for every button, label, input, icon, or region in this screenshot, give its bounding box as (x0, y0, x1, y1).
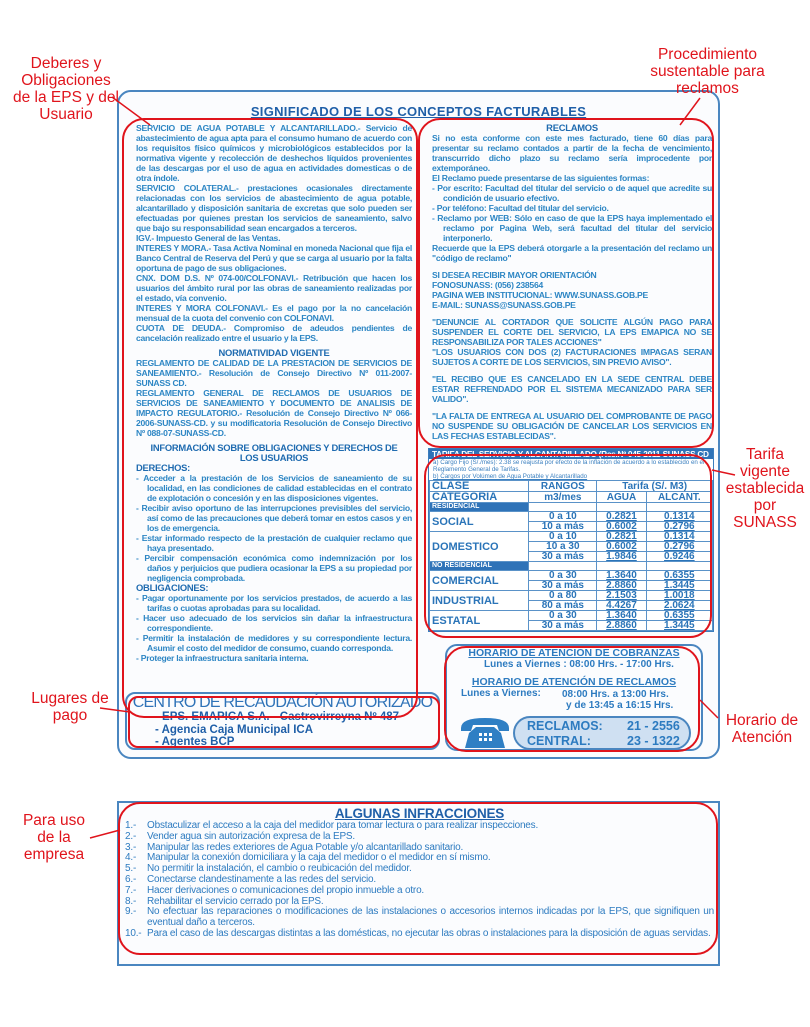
agua-cell: 0.6002 (597, 542, 646, 552)
category-name: ESTATAL (430, 611, 529, 631)
infraccion-number: 7.- (125, 884, 137, 896)
orientacion-line: FONOSUNASS: (056) 238564 (432, 280, 544, 290)
obligacion-item: - Permitir la instalación de medidores y su correspondiente lectura. Asumir el costo del medidor de consumo, cuando corresponda. (136, 633, 412, 653)
obligacion-item: - Pagar oportunamente por los servicios prestados, de acuerdo a las tarifas o cuotas aprobadas para su localidad. (136, 593, 412, 613)
infraccion-text: Para el caso de las descargas distintas a las domésticas, no ejecutar las obras o instalaciones para la disposición de aguas servidas. (147, 927, 711, 939)
infraccion-text: Vender agua sin autorización expresa de la EPS. (147, 830, 355, 842)
definition-paragraph: CUOTA DE DEUDA.- Compromiso de adeudos pendientes de cancelación realizado entre el usuario y la EPS. (136, 323, 412, 343)
obligacion-item: - Hacer uso adecuado de los servicios sin dañar la infraestructura correspondiente. (136, 613, 412, 633)
infraccion-text: Manipular la conexión domiciliara y la caja del medidor o el medidor en sí mismo. (147, 852, 491, 864)
centro-item: - Agentes BCP (155, 736, 235, 748)
infraccion-number: 4.- (125, 852, 137, 864)
category-name: DOMESTICO (430, 532, 529, 562)
infracciones-title: ALGUNAS INFRACCIONES (334, 806, 505, 821)
aviso-paragraph: "LA FALTA DE ENTREGA AL USUARIO DEL COMPROBANTE DE PAGO NO SUSPENDE SU OBLIGACIÓN DE CANCELAR LOS SERVICIOS EN LAS FECHAS ESTABLECIDAS". (432, 411, 712, 441)
category-name: COMERCIAL (430, 571, 529, 591)
infraccion-text: Obstaculizar el acceso a la caja del medidor para tomar lectura o para realizar inspecciones. (147, 820, 539, 831)
reclamos-hours-1: 08:00 Hrs. a 13:00 Hrs. (562, 689, 669, 700)
infraccion-number: 10.- (125, 927, 142, 939)
phone-number: 23 - 1322 (627, 734, 680, 748)
alcant-cell: 0.9246 (646, 552, 712, 562)
agua-cell: 2.8860 (597, 581, 646, 591)
forma-item: - Reclamo por WEB: Sólo en caso de que la EPS haya implementado el reclamo por Pagina Web, será facultad del titular del servicio interponerlo. (432, 213, 712, 243)
definition-paragraph: IGV.- Impuesto General de las Ventas. (136, 233, 281, 243)
infraccion-text: Conectarse clandestinamente a las redes del servicio. (147, 873, 376, 885)
alcant-cell: 0.6355 (646, 571, 712, 581)
cobranzas-hours: Lunes a Viernes : 08:00 Hrs. - 17:00 Hrs. (484, 659, 674, 670)
infraccion-number: 3.- (125, 841, 137, 853)
infraccion-text: No efectuar las reparaciones o modificaciones de las instalaciones o accesorios internos indicadas por la EPS, que signifiquen un eventual daño a terceros. (147, 906, 714, 929)
tarifa-note-b: b) Cargos por Volúmen de Agua Potable y Alcantarillado (433, 473, 588, 480)
rango-cell: 10 a más (529, 522, 597, 532)
rango-cell: 0 a 30 (529, 571, 597, 581)
agua-cell: 2.8860 (597, 621, 646, 631)
aviso-paragraph: "DENUNCIE AL CORTADOR QUE SOLICITE ALGÚN PAGO PARA SUSPENDER EL CORTE DEL SERVICIO, LA EPS EMAPICA NO SE RESPONSABILIZA POR TALES ACCIONES" (432, 317, 712, 347)
rango-cell: 0 a 30 (529, 611, 597, 621)
annotation-horario: Horario de Atención (725, 712, 799, 746)
rango-cell: 0 a 10 (529, 512, 597, 522)
agua-cell: 0.2821 (597, 512, 646, 522)
normatividad-title: NORMATIVIDAD VIGENTE (218, 347, 330, 358)
rango-cell: 80 a más (529, 601, 597, 611)
reclamos-days: Lunes a Viernes: (461, 688, 541, 699)
alcant-cell: 0.6355 (646, 611, 712, 621)
centro-title: CENTRO DE RECAUDACIÓN AUTORIZADO (132, 694, 433, 711)
agua-cell: 1.3640 (597, 611, 646, 621)
infraccion-text: Rehabilitar el servicio cerrado por la EPS. (147, 895, 324, 907)
derecho-item: - Recibir aviso oportuno de las interrupciones previsibles del servicio, así como de las precauciones que deberá tomar en estos casos y en los de emergencia. (136, 503, 412, 533)
agua-cell: 1.3640 (597, 571, 646, 581)
infraccion-number: 2.- (125, 830, 137, 842)
category-name: INDUSTRIAL (430, 591, 529, 611)
tarifa-title: TARIFA DEL SERVICIO Y ALCANTARILLADO (Res.Nº 045-2011-SUNASS.CD (429, 449, 713, 459)
rango-cell: 0 a 80 (529, 591, 597, 601)
centro-item: - Agencia Caja Municipal ICA (155, 723, 314, 736)
derechos-title: DERECHOS: (136, 462, 191, 473)
derecho-item: - Estar informado respecto de la prestación de cualquier reclamo que haya presentado. (136, 533, 412, 553)
rango-cell: 10 a 30 (529, 542, 597, 552)
header-unidad: m3/mes (529, 492, 597, 503)
header-alcant: ALCANT. (646, 492, 712, 503)
definition-paragraph: SERVICIO COLATERAL.- prestaciones ocasionales directamente relacionadas con los servicios de abastecimiento de agua potable, alcantarillado y disposición sanitaria de excretas que solo pueden ser efectuadas por quienes prestan los servicios de saneamiento, salvo que bajo su responsabilidad sean encargados a terceros. (136, 183, 412, 233)
forma-item: - Por escrito: Facultad del titular del servicio o de aquel que acredite su condición de usuario efectivo. (432, 183, 712, 203)
definition-paragraph: SERVICIO DE AGUA POTABLE Y ALCANTARILLADO.- Servicio de abastecimiento de agua apta para el consumo humano de acuerdo con los requisitos físico químicos y microbiológicos establecidos por la normativa vigente y recolección de deshechos líquidos provenientes de las descargas por el uso de agua en actividades domesticas o de otra índole. (136, 123, 412, 183)
agua-cell: 0.2821 (597, 532, 646, 542)
header-tarifa: Tarifa (S/. M3) (597, 481, 713, 492)
header-rangos: RANGOS (529, 481, 597, 492)
tarifa-note-a: a) Cargo Fijo (S/./mes): 2.38 se reajusta por efecto de la inflación de acuerdo a lo establecido en el Reglamento General de Tarifas. (433, 459, 705, 473)
annotation-deberes: Deberes y Obligaciones de la EPS y del Usuario (13, 55, 119, 123)
rango-cell: 30 a más (529, 552, 597, 562)
rango-cell: 30 a más (529, 581, 597, 591)
alcant-cell: 0.2796 (646, 522, 712, 532)
infraccion-text: Hacer derivaciones o comunicaciones del propio inmueble a otro. (147, 884, 425, 896)
alcant-cell: 0.1314 (646, 532, 712, 542)
header-agua: AGUA (597, 492, 646, 503)
section-label: RESIDENCIAL (430, 503, 529, 512)
normatividad-paragraph: REGLAMENTO GENERAL DE RECLAMOS DE USUARIOS DE SERVICIOS DE SANEAMIENTO Y DOCUMENTO DE ANALISIS DE IMPACTO REGULATORIO.- Resolución de Consejo Directivo Nº 066-2006-SUNASS-CD. y su modificatoria Resolución de Consejo Directivo Nº 088-07-SUNASS-CD. (136, 388, 412, 438)
infraccion-text: No permitir la instalación, el cambio o reubicación del medidor. (147, 863, 412, 875)
reclamos-formas-title: El Reclamo puede presentarse de las siguientes formas: (432, 173, 650, 183)
reclamos-title: RECLAMOS (546, 122, 598, 133)
phone-label: RECLAMOS: (527, 719, 603, 733)
orientacion-line: PAGINA WEB INSTITUCIONAL: WWW.SUNASS.GOB.PE (432, 290, 649, 300)
section-label: NO RESIDENCIAL (430, 562, 529, 571)
header-categoria: CATEGORIA (430, 492, 529, 503)
alcant-cell: 2.0624 (646, 601, 712, 611)
phone-label: CENTRAL: (527, 734, 591, 748)
agua-cell: 0.6002 (597, 522, 646, 532)
rango-cell: 0 a 10 (529, 532, 597, 542)
alcant-cell: 1.3445 (646, 581, 712, 591)
annotation-empresa: Para uso de la empresa (22, 812, 86, 863)
alcant-cell: 0.1314 (646, 512, 712, 522)
obligacion-item: - Proteger la infraestructura sanitaria interna. (136, 653, 412, 663)
orientacion-line: E-MAIL: SUNASS@SUNASS.GOB.PE (432, 300, 576, 310)
phone-number: 21 - 2556 (627, 719, 680, 733)
info-title: INFORMACIÓN SOBRE OBLIGACIONES Y DERECHOS DE LOS USUARIOS (150, 442, 398, 463)
infraccion-number: 9.- (125, 906, 137, 918)
normatividad-paragraph: REGLAMENTO DE CALIDAD DE LA PRESTACION DE SERVICIOS DE SANEAMIENTO.- Resolución de Consejo Directivo Nº 011-2007-SUNASS CD. (136, 358, 412, 388)
category-name: SOCIAL (430, 512, 529, 532)
agua-cell: 4.4267 (597, 601, 646, 611)
definition-paragraph: INTERES Y MORA COLFONAVI.- Es el pago por la no cancelación mensual de la cuota del convenio con COLFONAVI. (136, 303, 412, 323)
cobranzas-title: HORARIO DE ATENCION DE COBRANZAS (468, 647, 680, 659)
codigo-reclamo: Recuerde que la EPS deberá otorgarle a la presentación del reclamo un "código de reclamo" (432, 243, 712, 263)
alcant-cell: 1.0018 (646, 591, 712, 601)
obligaciones-title: OBLIGACIONES: (136, 582, 209, 593)
header-clase: CLASE (430, 481, 529, 492)
agua-cell: 1.9846 (597, 552, 646, 562)
reclamos-intro: Si no esta conforme con este mes facturado, tiene 60 días para presentar su reclamo contados a partir de la fecha de vencimiento, transcurrido dicho plazo su reclamo sería improcedente por extemporáneo. (432, 133, 712, 173)
aviso-paragraph: "EL RECIBO QUE ES CANCELADO EN LA SEDE CENTRAL DEBE ESTAR REFRENDADO POR EL SISTEMA MECANIZADO PARA SER VALIDO". (432, 374, 712, 404)
alcant-cell: 0.2796 (646, 542, 712, 552)
derecho-item: - Acceder a la prestación de los Servicios de saneamiento de su localidad, en las condiciones de calidad establecidas en el contrato de explotación o concesión y en las disposiciones vigentes. (136, 473, 412, 503)
infraccion-number: 1.- (125, 820, 137, 831)
centro-item: - EPS. EMAPICA S.A. - Castrovirreyna Nº 487 (155, 711, 400, 723)
document-title: SIGNIFICADO DE LOS CONCEPTOS FACTURABLES (250, 104, 587, 119)
derecho-item: - Percibir compensación económica como indemnización por los daños y perjuicios que pudiera ocasionar la EPS a su propiedad por negligencia comprobada. (136, 553, 412, 583)
reclamos-hours-title: HORARIO DE ATENCIÓN DE RECLAMOS (471, 676, 677, 688)
annotation-tarifa: Tarifa vigente establecida por SUNASS (725, 446, 805, 531)
forma-item: - Por teléfono: Facultad del titular del servicio. (432, 203, 712, 213)
rango-cell: 30 a más (529, 621, 597, 631)
infraccion-text: Manipular las redes exteriores de Agua Potable y/o alcantarillado sanitario. (147, 841, 464, 853)
aviso-paragraph: "LOS USUARIOS CON DOS (2) FACTURACIONES IMPAGAS SERAN SUJETOS A CORTE DE LOS SERVICIOS, SIN PREVIO AVISO". (432, 347, 712, 367)
definition-paragraph: CNX. DOM D.S. Nº 074-00/COLFONAVI.- Retribución que hacen los usuarios del ámbito rural por las obras de saneamiento realizadas por el estado, vía convenio. (136, 273, 412, 303)
infraccion-number: 5.- (125, 863, 137, 875)
reclamos-hours-2: y de 13:45 a 16:15 Hrs. (566, 700, 674, 711)
annotation-lugares: Lugares de pago (31, 690, 109, 724)
definition-paragraph: INTERES Y MORA.- Tasa Activa Nominal en moneda Nacional que fija el Banco Central de Reserva del Perú y que se carga al usuario por la falta oportuna de pago de sus obligaciones. (136, 243, 412, 273)
alcant-cell: 1.3445 (646, 621, 712, 631)
annotation-procedimiento: Procedimiento sustentable para reclamos (650, 46, 765, 97)
infraccion-number: 8.- (125, 895, 137, 907)
infraccion-number: 6.- (125, 873, 137, 885)
orientacion-line: SI DESEA RECIBIR MAYOR ORIENTACIÓN (432, 270, 597, 280)
agua-cell: 2.1503 (597, 591, 646, 601)
